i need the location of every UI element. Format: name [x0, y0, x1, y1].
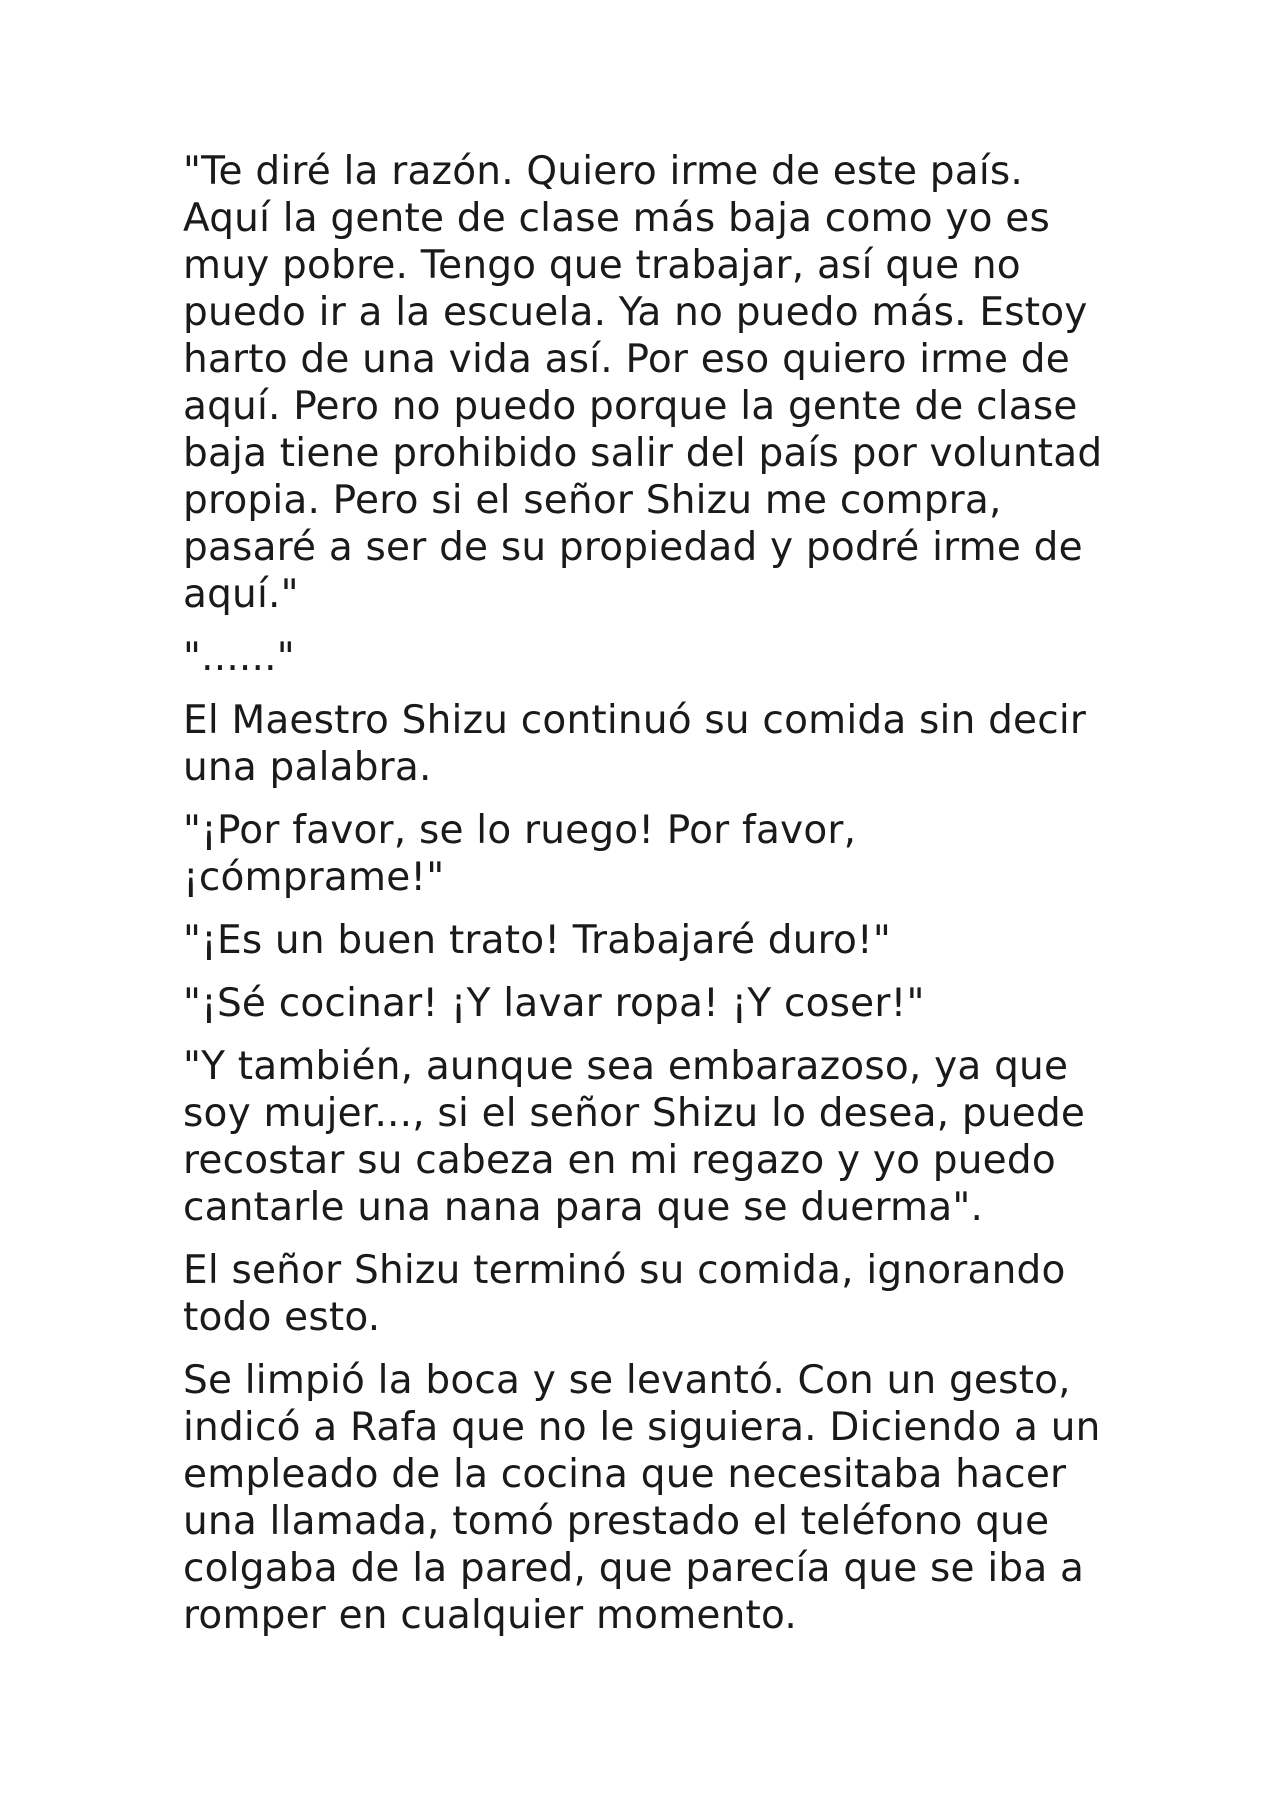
- paragraph-3: El Maestro Shizu continuó su comida sin decir una palabra.: [183, 698, 1087, 790]
- paragraph-2: "......": [183, 635, 295, 680]
- paragraph-8: El señor Shizu terminó su comida, ignorando todo esto.: [183, 1248, 1066, 1340]
- paragraph-6: "¡Sé cocinar! ¡Y lavar ropa! ¡Y coser!": [183, 981, 925, 1026]
- paragraph-7: "Y también, aunque sea embarazoso, ya que soy mujer..., si el señor Shizu lo desea, puede recostar su cabeza en mi regazo y yo puedo cantarle una nana para que se duerma".: [183, 1044, 1086, 1230]
- paragraph-4: "¡Por favor, se lo ruego! Por favor, ¡cómprame!": [183, 808, 857, 900]
- paragraph-1: "Te diré la razón. Quiero irme de este país. Aquí la gente de clase más baja como yo es muy pobre. Tengo que trabajar, así que no puedo ir a la escuela. Ya no puedo más. Estoy harto de una vida así. Por eso quiero irme de aquí. Pero no puedo porque la gente de clase baja tiene prohibido salir del país por voluntad propia. Pero si el señor Shizu me compra, pasaré a ser de su propiedad y podré irme de aquí.": [183, 149, 1103, 617]
- text-column: [183, 148, 1118, 1655]
- paragraph-5: "¡Es un buen trato! Trabajaré duro!": [183, 918, 892, 963]
- paragraph-9: Se limpió la boca y se levantó. Con un gesto, indicó a Rafa que no le siguiera. Diciendo a un empleado de la cocina que necesitaba hacer una llamada, tomó prestado el teléfono que colgaba de la pared, que parecía que se iba a romper en cualquier momento.: [183, 1358, 1101, 1638]
